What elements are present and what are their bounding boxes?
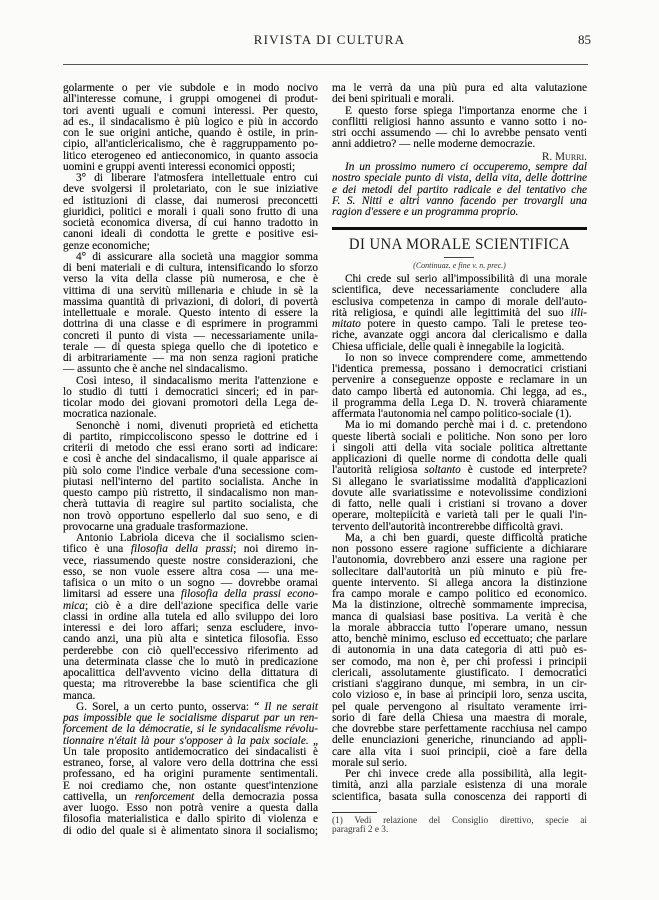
text-segment: più solo come l'indice verbale d'una secessione com- <box>63 464 318 477</box>
text-segment: affermata l'autonomia nel campo politico-sociale (1). <box>332 408 572 420</box>
text-segment: esclusiva competenza in campo di morale dell'auto- <box>332 295 587 308</box>
text-segment: quente intervento. Si allega ancora la distinzione <box>332 576 587 589</box>
text-segment: fra campo morale e campo politico ed economico. <box>332 588 587 600</box>
footnote <box>332 817 587 835</box>
text-segment: applicazioni di quelle norme di condotta delle quali <box>332 453 587 465</box>
text-segment: questo campo più ristretto, il sindacalismo non man- <box>63 487 318 499</box>
italic-text-segment: renforcement <box>134 790 195 803</box>
text-segment: cristiani s'aggirano dunque, mi sembra, in un cir- <box>332 678 587 690</box>
footnote-line: paragrafi 2 e 3. <box>332 825 389 835</box>
text-segment: sorio di fare della Chiesa una maestra di morale, <box>332 711 587 724</box>
text-segment: dovute alle svariatissime e notevolissime condizioni <box>332 486 587 499</box>
text-segment: manca di qualsiasi base positiva. La verità è che <box>332 610 587 623</box>
article-body <box>332 274 587 803</box>
text-segment: il programma della Lega D. N. troverà chiaramente <box>332 396 587 409</box>
text-segment: questa; ma ritroverebbe la base scientifica che gli <box>63 678 318 691</box>
text-segment: ticolar modo dei giovani promotori della Lega de- <box>63 397 318 409</box>
text-segment: Antonio Labriola diceva che il socialismo scien- <box>76 532 318 544</box>
italic-text-segment: In un prossimo numero ci occuperemo, sempre dal <box>345 161 587 173</box>
text-segment: Per chi invece crede alla possibilità, alla legit- <box>345 768 587 780</box>
right-column-continuation <box>332 83 587 151</box>
editor-note <box>332 162 587 218</box>
text-segment: limitarsi ad essere una <box>63 588 181 601</box>
text-segment: conflitti religiosi hanno assunto e vanno sotto i no- <box>332 115 587 128</box>
text-segment: uomini e gruppi aventi interessi economici opposti; <box>63 160 296 173</box>
text-segment: di odio del quale si è alimentato sinora il socialismo; <box>63 824 318 837</box>
text-segment: all'interesse comune, i gruppi omogenei di produt- <box>63 93 318 106</box>
footnote-line: (1) Vedi relazione del Consiglio direttivo, specie ai <box>332 816 587 826</box>
text-segment: cando anzi, una più alta e sintetica filosofia. Esso <box>63 633 318 646</box>
paragraph <box>63 533 318 702</box>
text-segment: „ <box>308 734 318 747</box>
text-segment: verso la vita della classe più numerosa, e che è <box>63 273 318 286</box>
running-header-title: RIVISTA DI CULTURA <box>253 32 406 47</box>
text-segment: atto, benchè minimo, escluso ed eccettuato; che parlare <box>332 633 587 645</box>
text-segment: colo vizioso e, in base ai principii loro, senza uscita, <box>332 689 587 702</box>
text-segment: che dovrebbe stare perfettamente racchiusa nel campo <box>332 723 587 735</box>
italic-text-segment: tionnaire n'était là pour s'opposer à la paix sociale. <box>63 734 309 747</box>
paragraph <box>63 376 318 421</box>
italic-text-segment: soltanto <box>424 464 461 477</box>
paragraph <box>332 533 587 769</box>
text-segment: ser comodo, ma non è, per chi professi i principii <box>332 655 587 668</box>
text-segment: tifico è una <box>63 543 131 556</box>
text-segment: l'identica premessa, possano i democratici cristiani <box>332 363 587 375</box>
text-segment: deve svolgersi il proletariato, con le sue iniziative <box>63 183 318 196</box>
text-segment: cattivella, un <box>63 790 135 803</box>
text-segment: mocratica nazionale. <box>63 408 157 421</box>
text-line <box>63 679 318 690</box>
text-segment: dato campo libertà ed autonomia. Chi legga, ad es., <box>332 385 587 398</box>
italic-text-segment: illi- <box>570 306 587 319</box>
paragraph <box>63 173 318 252</box>
text-segment: dei beni spirituali e morali. <box>332 93 455 106</box>
text-segment: cipio, all'anticlericalismo, che è raggruppamento po- <box>63 138 318 151</box>
text-segment: perderebbe con ciò quell'eccessivo riferimento ad <box>63 644 318 657</box>
text-segment: è custode ed interprete? <box>460 464 587 477</box>
text-segment: 4° di assicurare alla società una maggior somma <box>76 250 318 263</box>
paragraph <box>63 702 318 837</box>
text-segment: una determinata classe che lo mutò in predicazione <box>63 655 318 668</box>
text-segment: ad es., il sindacalismo è più logico e più in accordo <box>63 115 318 128</box>
text-segment: operare, moltepiicità e varietà tali per le quali l'in- <box>332 509 587 522</box>
italic-text-segment: mitato <box>332 318 361 330</box>
text-segment: estraneo, forse, al valore vero della dottrina che essi <box>63 757 318 769</box>
text-segment: delle enunciazioni generiche, rinunciando ad appli- <box>332 734 587 747</box>
footnote-rule <box>332 812 377 813</box>
text-segment: E questo forse spiega l'importanza enorme che i <box>345 104 587 117</box>
text-segment: terale — di questa spiega quello che di ipotetico e <box>63 340 318 353</box>
text-segment: lo studio di tutti i democratici sinceri; ed in par- <box>63 385 318 398</box>
text-segment: manca. <box>63 689 96 702</box>
text-segment: — assunto che è anche nel sindacalismo. <box>63 363 248 376</box>
text-segment: intellettuale e morale. Questo intento di essere la <box>63 307 318 319</box>
left-column <box>63 83 318 837</box>
text-segment: Chiesa ufficiale, delle quali è innegabile la logicità. <box>332 340 565 353</box>
italic-text-segment: Il ne serait <box>264 700 318 713</box>
page-number: 85 <box>578 32 591 47</box>
text-segment: i singoli atti della vita sociale politica altrettante <box>332 441 587 454</box>
text-segment: non possono essere ragione sufficiente a dichiarare <box>332 543 587 555</box>
text-segment: Io non so invece comprendere come, ammettendo <box>345 351 587 364</box>
text-segment: la morale abbraccia tutto l'operare umano, nessun <box>332 621 587 634</box>
text-segment: interessi e dei loro affari; senza escludere, invo- <box>63 622 318 634</box>
text-segment: golarmente o per vie subdole e in modo nocivo <box>63 82 318 94</box>
text-segment: Senonchè i nomi, divenuti proprietà ed etichetta <box>76 419 318 432</box>
italic-text-segment: forcement de la démocratie, si le syndacalisme révolu- <box>63 723 318 736</box>
text-segment: provocarne una graduale trasformazione. <box>63 520 249 533</box>
title-underline <box>444 257 474 258</box>
paragraph <box>332 353 587 421</box>
text-segment: l'autorità religiosa <box>332 464 425 477</box>
article-subtitle: (Continuaz. e fine v. n. prec.) <box>413 261 506 270</box>
text-segment: di beni materiali e di cultura, intensificando lo sforzo <box>63 262 318 274</box>
text-segment: criterii di metodo che essi erano sorti ad indicare: <box>63 442 318 454</box>
text-segment: potere in questo campo. Tali le pretese teo- <box>360 318 587 330</box>
italic-text-segment: pas impossible que le socialisme disparut par un ren- <box>63 712 318 724</box>
header-rule <box>63 64 588 65</box>
text-segment: concreti il punto di vista — necessariamente unila- <box>63 329 318 342</box>
text-line <box>332 792 587 803</box>
text-segment: esso, se non vuole essere altra cosa — una me- <box>63 565 318 578</box>
text-line <box>332 139 587 150</box>
text-segment: sollecitare dall'autorità un più minuto e più fre- <box>332 565 587 578</box>
text-segment: piutasi nell'interno del partito socialista. Anche in <box>63 475 318 488</box>
text-segment: clericali, assolutamente giustificato. I democratici <box>332 666 587 679</box>
paragraph <box>332 106 587 151</box>
text-segment: Si allegano le svariatissime modalità d'applicazioni <box>332 475 587 488</box>
text-segment: vece, riassumendo queste nostre considerazioni, che <box>63 554 318 567</box>
paragraph <box>63 83 318 173</box>
text-segment: dottrina di una classe e di esprimere in programmi <box>63 318 318 331</box>
text-segment: care alla vita i suoi principii, cioè a fare della <box>332 745 587 758</box>
italic-text-segment: filosofia della prassi <box>130 543 234 556</box>
author-signature: R. Murri. <box>541 151 587 163</box>
article-title: DI UNA MORALE SCIENTIFICA <box>348 236 571 253</box>
text-segment: genze economiche; <box>63 239 150 252</box>
paragraph <box>63 252 318 376</box>
text-segment: riche, avanzate oggi ancora dal clericalismo e dalla <box>332 329 587 342</box>
text-segment: rità religiosa, e quindi alle legittimità del suo <box>332 306 571 319</box>
text-segment: e così è anche del sindacalismo, il quale apparisce ai <box>63 453 318 466</box>
text-segment: scientifica, deve necessariamente concludere alla <box>332 284 587 297</box>
text-segment: stri occhi assumendo — chi lo avrebbe pensato venti <box>332 127 587 139</box>
paragraph <box>332 83 587 106</box>
text-segment: filosofia materialistica e dallo spirito di violenza e <box>63 813 318 826</box>
italic-text-segment: e dei metodi del partito radicale e del tentativo che <box>332 183 587 196</box>
text-segment: ; ciò è a dire dell'azione specifica delle varie <box>84 599 318 612</box>
text-segment: della democrazia possa <box>194 790 318 803</box>
text-segment: apocalittica dell'avvento vicino della dittatura di <box>63 667 318 679</box>
text-segment: di fatto, nelle quali i cristiani si trovano a dover <box>332 498 587 510</box>
text-line <box>63 826 318 837</box>
text-segment: con le sue origini antiche, quando è ostile, in prin- <box>63 127 318 139</box>
text-segment: ma le verrà da una più pura ed alta valutazione <box>332 82 587 94</box>
text-segment: Ma io mi domando perchè mai i d. c. pretendono <box>345 419 587 432</box>
section-divider <box>332 227 587 230</box>
paragraph <box>332 769 587 803</box>
text-segment: G. Sorel, a un certo punto, osserva: “ <box>76 700 265 713</box>
text-segment: di arbitrariamente — ma non senza ragioni pratiche <box>63 352 318 364</box>
italic-text-segment: nostro speciale punto di vista, della vita, delle dottrine <box>332 172 587 185</box>
text-segment: non trovò opportuno espellerlo dal suo seno, e di <box>63 509 318 522</box>
text-segment: morale sul serio. <box>332 756 407 769</box>
text-segment: Chi crede sul serio all'impossibilità di una morale <box>345 273 587 285</box>
text-segment: scientifica, basata sulla conoscenza dei rapporti di <box>332 790 587 803</box>
text-segment: massima quantità di privazioni, di dolori, di povertà <box>63 295 318 308</box>
text-segment: queste libertà sociali e politiche. Non sono per loro <box>332 430 587 443</box>
text-segment: società economica diversa, di cui hanno tradotto in <box>63 217 318 229</box>
paragraph <box>332 420 587 533</box>
italic-text-segment: ragion d'essere e un programma proprio. <box>332 206 519 218</box>
text-segment: classi in ordine alla tutela ed allo sviluppo dei loro <box>63 610 318 623</box>
text-segment: di partito, rimpiccoliscono spesso le dottrine ed i <box>63 430 318 443</box>
paragraph <box>332 274 587 353</box>
text-segment: l'autonomia, dovrebbero anzi essere una ragione per <box>332 554 587 567</box>
text-segment: vittima di una servitù millenaria e chiude in sè la <box>63 284 318 297</box>
paragraph <box>332 162 587 218</box>
text-segment: E noi crediamo che, non ostante quest'intenzione <box>63 779 318 792</box>
text-segment: professano, ed ha origini puramente sentimentali. <box>63 768 318 781</box>
text-segment: Ma, a chi ben guardi, queste difficoltà pratiche <box>345 531 587 544</box>
text-segment: litico eterogeneo ed antieconomico, in quanto associa <box>63 149 318 162</box>
text-segment: Così inteso, il sindacalismo merita l'attenzione e <box>76 374 318 387</box>
text-segment: pervenire a conseguenze opposte e reclamare in un <box>332 374 587 387</box>
italic-text-segment: F. S. Nitti e altri vanno facendo per trovargli una <box>332 194 587 207</box>
text-segment: Ma la distinzione, oltrechè sommamente imprecisa, <box>332 599 587 612</box>
text-segment: 3° di liberare l'atmosfera intellettuale entro cui <box>76 172 318 184</box>
text-segment: anni addietro? — nelle moderne democrazie. <box>332 138 536 151</box>
text-segment: aver luogo. Esso non potrà venire a questa dalla <box>63 802 318 814</box>
text-segment: tafisica o un mito o un sogno — dovrebbe oramai <box>63 577 318 589</box>
text-segment: Un tale proposito antidemocratico dei sindacalisti è <box>63 745 318 758</box>
italic-text-segment: mica <box>63 599 85 612</box>
text-line <box>332 207 587 218</box>
text-segment: ; noi diremo in- <box>233 543 318 556</box>
text-segment: canoni ideali di condotta le grette e positive esi- <box>63 228 318 241</box>
text-segment: tervento dell'autorità incontrerebbe difficoltà gravi. <box>332 520 564 533</box>
text-segment: di autonomia in una data categoria di atti può es- <box>332 644 587 657</box>
text-segment: ed istituzioni di classe, dai numerosi preconcetti <box>63 194 318 207</box>
italic-text-segment: filosofia della prassi econo- <box>180 588 318 601</box>
text-segment: tori aventi uguali e comuni interessi. Per questo, <box>63 104 318 117</box>
text-segment: cherà tuttavia di reagire sul partito socialista, che <box>63 498 318 511</box>
paragraph <box>63 421 318 534</box>
text-segment: timità, anzi alla parziale esistenza di una morale <box>332 779 587 792</box>
text-segment: pel quale pervengono al risultato veramente irri- <box>332 700 587 713</box>
text-segment: giuridici, politici e morali i quali sono frutto di una <box>63 205 318 218</box>
